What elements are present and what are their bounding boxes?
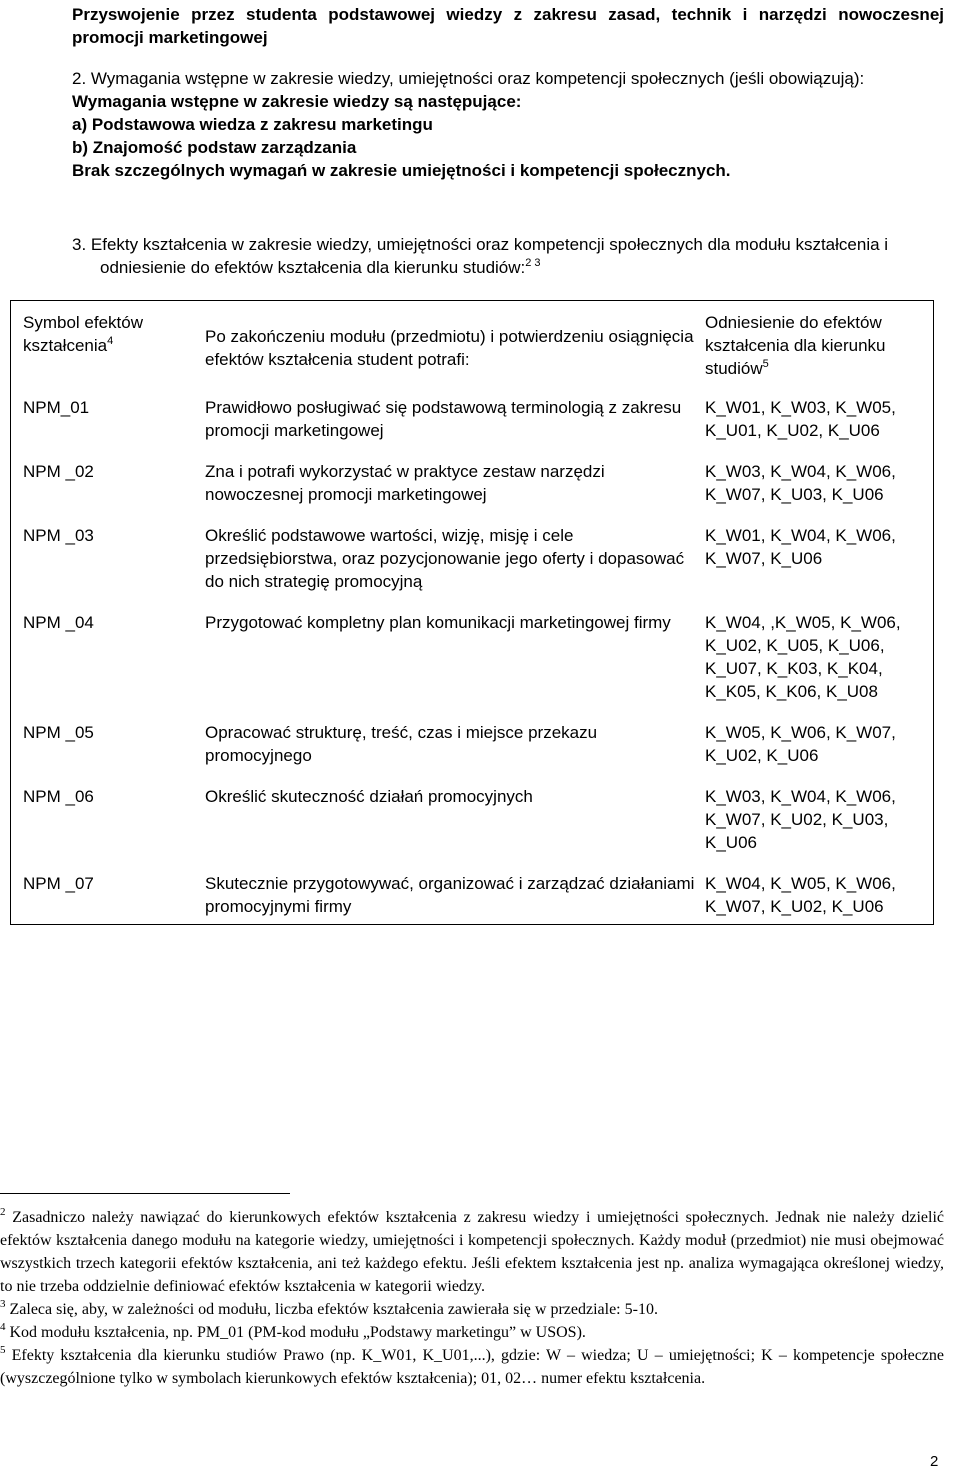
footnote (0, 1344, 944, 1390)
footnotes (0, 1206, 944, 1390)
section-3-heading-text: 3. Efekty kształcenia w zakresie wiedzy, umiejętności oraz kompetencji społecznych dla modułu kształcenia i odniesienie do efektów kształcenia dla kierunku studiów: (72, 235, 889, 277)
header-reference-text: Odniesienie do efektów kształcenia dla kierunku studiów (705, 313, 886, 378)
footnote-number: 5 (0, 1344, 6, 1356)
footnote-text: Zasadniczo należy nawiązać do kierunkowych efektów kształcenia z zakresu wiedzy i umiejętności społecznych. Jednak nie należy dzielić efektów kształcenia danego modułu na kategorie wiedzy, umiejętności i kompetencji społecznych. Każdy moduł (przedmiot) nie musi obejmować wszystkich trzech kategorii efektów kształcenia, ani też każdego efektu. Jeśli efektem kształcenia jest np. analiza wymagająca określonej wiedzy, to nie trzeba oddzielnie definiować efektów kształcenia w kategorii wiedzy. (0, 1209, 944, 1295)
outcome-symbol: NPM _02 (23, 462, 94, 481)
table-row (11, 392, 934, 456)
prerequisites-note: Brak szczególnych wymagań w zakresie umiejętności i kompetencji społecznych. (72, 161, 731, 180)
section-3-heading (72, 233, 944, 279)
table-row (11, 520, 934, 607)
outcome-description: Określić skuteczność działań promocyjnych (205, 787, 533, 806)
outcome-symbol: NPM _04 (23, 613, 94, 632)
section-2-heading: 2. Wymagania wstępne w zakresie wiedzy, umiejętności oraz kompetencji społecznych (jeśli obowiązują): (72, 69, 865, 88)
prerequisite-item-b: b) Znajomość podstaw zarządzania (72, 138, 357, 157)
outcome-description: Przygotować kompletny plan komunikacji marketingowej firmy (205, 613, 671, 632)
outcome-description: Określić podstawowe wartości, wizję, misję i cele przedsiębiorstwa, oraz pozycjonowanie jego oferty i dopasować do nich strategię promocyjną (205, 526, 685, 591)
section-learning-outcomes (72, 233, 944, 279)
outcome-description: Skutecznie przygotowywać, organizować i zarządzać działaniami promocyjnymi firmy (205, 874, 695, 916)
footnote-number: 2 (0, 1206, 6, 1218)
footnote (0, 1206, 944, 1298)
table-row (11, 607, 934, 717)
outcome-symbol: NPM _05 (23, 723, 94, 742)
outcome-symbol: NPM_01 (23, 398, 90, 417)
header-symbol-text: Symbol efektów kształcenia (23, 313, 143, 355)
footnote-ref-2-3: 2 3 (525, 257, 541, 269)
outcome-symbol: NPM _06 (23, 787, 94, 806)
outcome-references: K_W04, K_W05, K_W06, K_W07, K_U02, K_U06 (705, 874, 896, 916)
footnote (0, 1321, 944, 1344)
footnote-text: Zaleca się, aby, w zależności od modułu, liczba efektów kształcenia zawierała się w przedziale: 5-10. (5, 1301, 658, 1318)
outcome-symbol: NPM _07 (23, 874, 94, 893)
page-number: 2 (930, 1453, 939, 1470)
footnote-ref-5: 5 (762, 358, 769, 370)
section-prerequisites (72, 67, 944, 182)
header-symbol (11, 301, 194, 393)
footnote-number: 4 (0, 1321, 6, 1333)
footnote-separator (0, 1193, 290, 1194)
module-goal-text: Przyswojenie przez studenta podstawowej wiedzy z zakresu zasad, technik i narzędzi nowoczesnej promocji marketingowej (72, 5, 944, 47)
footnote (0, 1298, 944, 1321)
table-row (11, 717, 934, 781)
header-reference (695, 301, 934, 393)
table-row (11, 456, 934, 520)
footnote-ref-4: 4 (107, 335, 114, 347)
outcome-references: K_W03, K_W04, K_W06, K_W07, K_U02, K_U03, K_U06 (705, 787, 896, 852)
learning-outcomes-table (10, 300, 934, 925)
outcome-references: K_W03, K_W04, K_W06, K_W07, K_U03, K_U06 (705, 462, 896, 504)
outcome-references: K_W01, K_W04, K_W06, K_W07, K_U06 (705, 526, 896, 568)
prerequisite-item-a: a) Podstawowa wiedza z zakresu marketingu (72, 115, 433, 134)
table-row (11, 781, 934, 868)
header-outcome: Po zakończeniu modułu (przedmiotu) i potwierdzeniu osiągnięcia efektów kształcenia student potrafi: (205, 327, 694, 369)
outcome-description: Opracować strukturę, treść, czas i miejsce przekazu promocyjnego (205, 723, 598, 765)
outcome-description: Zna i potrafi wykorzystać w praktyce zestaw narzędzi nowoczesnej promocji marketingowej (205, 462, 605, 504)
footnote-text: Kod modułu kształcenia, np. PM_01 (PM-kod modułu „Podstawy marketingu” w USOS). (5, 1324, 586, 1341)
outcome-references: K_W01, K_W03, K_W05, K_U01, K_U02, K_U06 (705, 398, 896, 440)
outcome-description: Prawidłowo posługiwać się podstawową terminologią z zakresu promocji marketingowej (205, 398, 682, 440)
prerequisites-subheading: Wymagania wstępne w zakresie wiedzy są następujące: (72, 92, 522, 111)
outcome-references: K_W05, K_W06, K_W07, K_U02, K_U06 (705, 723, 896, 765)
outcome-references: K_W04, ,K_W05, K_W06, K_U02, K_U05, K_U06, K_U07, K_K03, K_K04, K_K05, K_K06, K_U08 (705, 613, 901, 701)
footnote-number: 3 (0, 1298, 6, 1310)
outcome-symbol: NPM _03 (23, 526, 94, 545)
table-row (11, 868, 934, 925)
footnote-text: Efekty kształcenia dla kierunku studiów Prawo (np. K_W01, K_U01,...), gdzie: W – wiedza; U – umiejętności; K – kompetencje społeczne (wyszczególnione tylko w symbolach kierunkowych efektów kształcenia); 01, 02… numer efektu kształcenia. (0, 1347, 944, 1387)
table-header-row (11, 301, 934, 393)
